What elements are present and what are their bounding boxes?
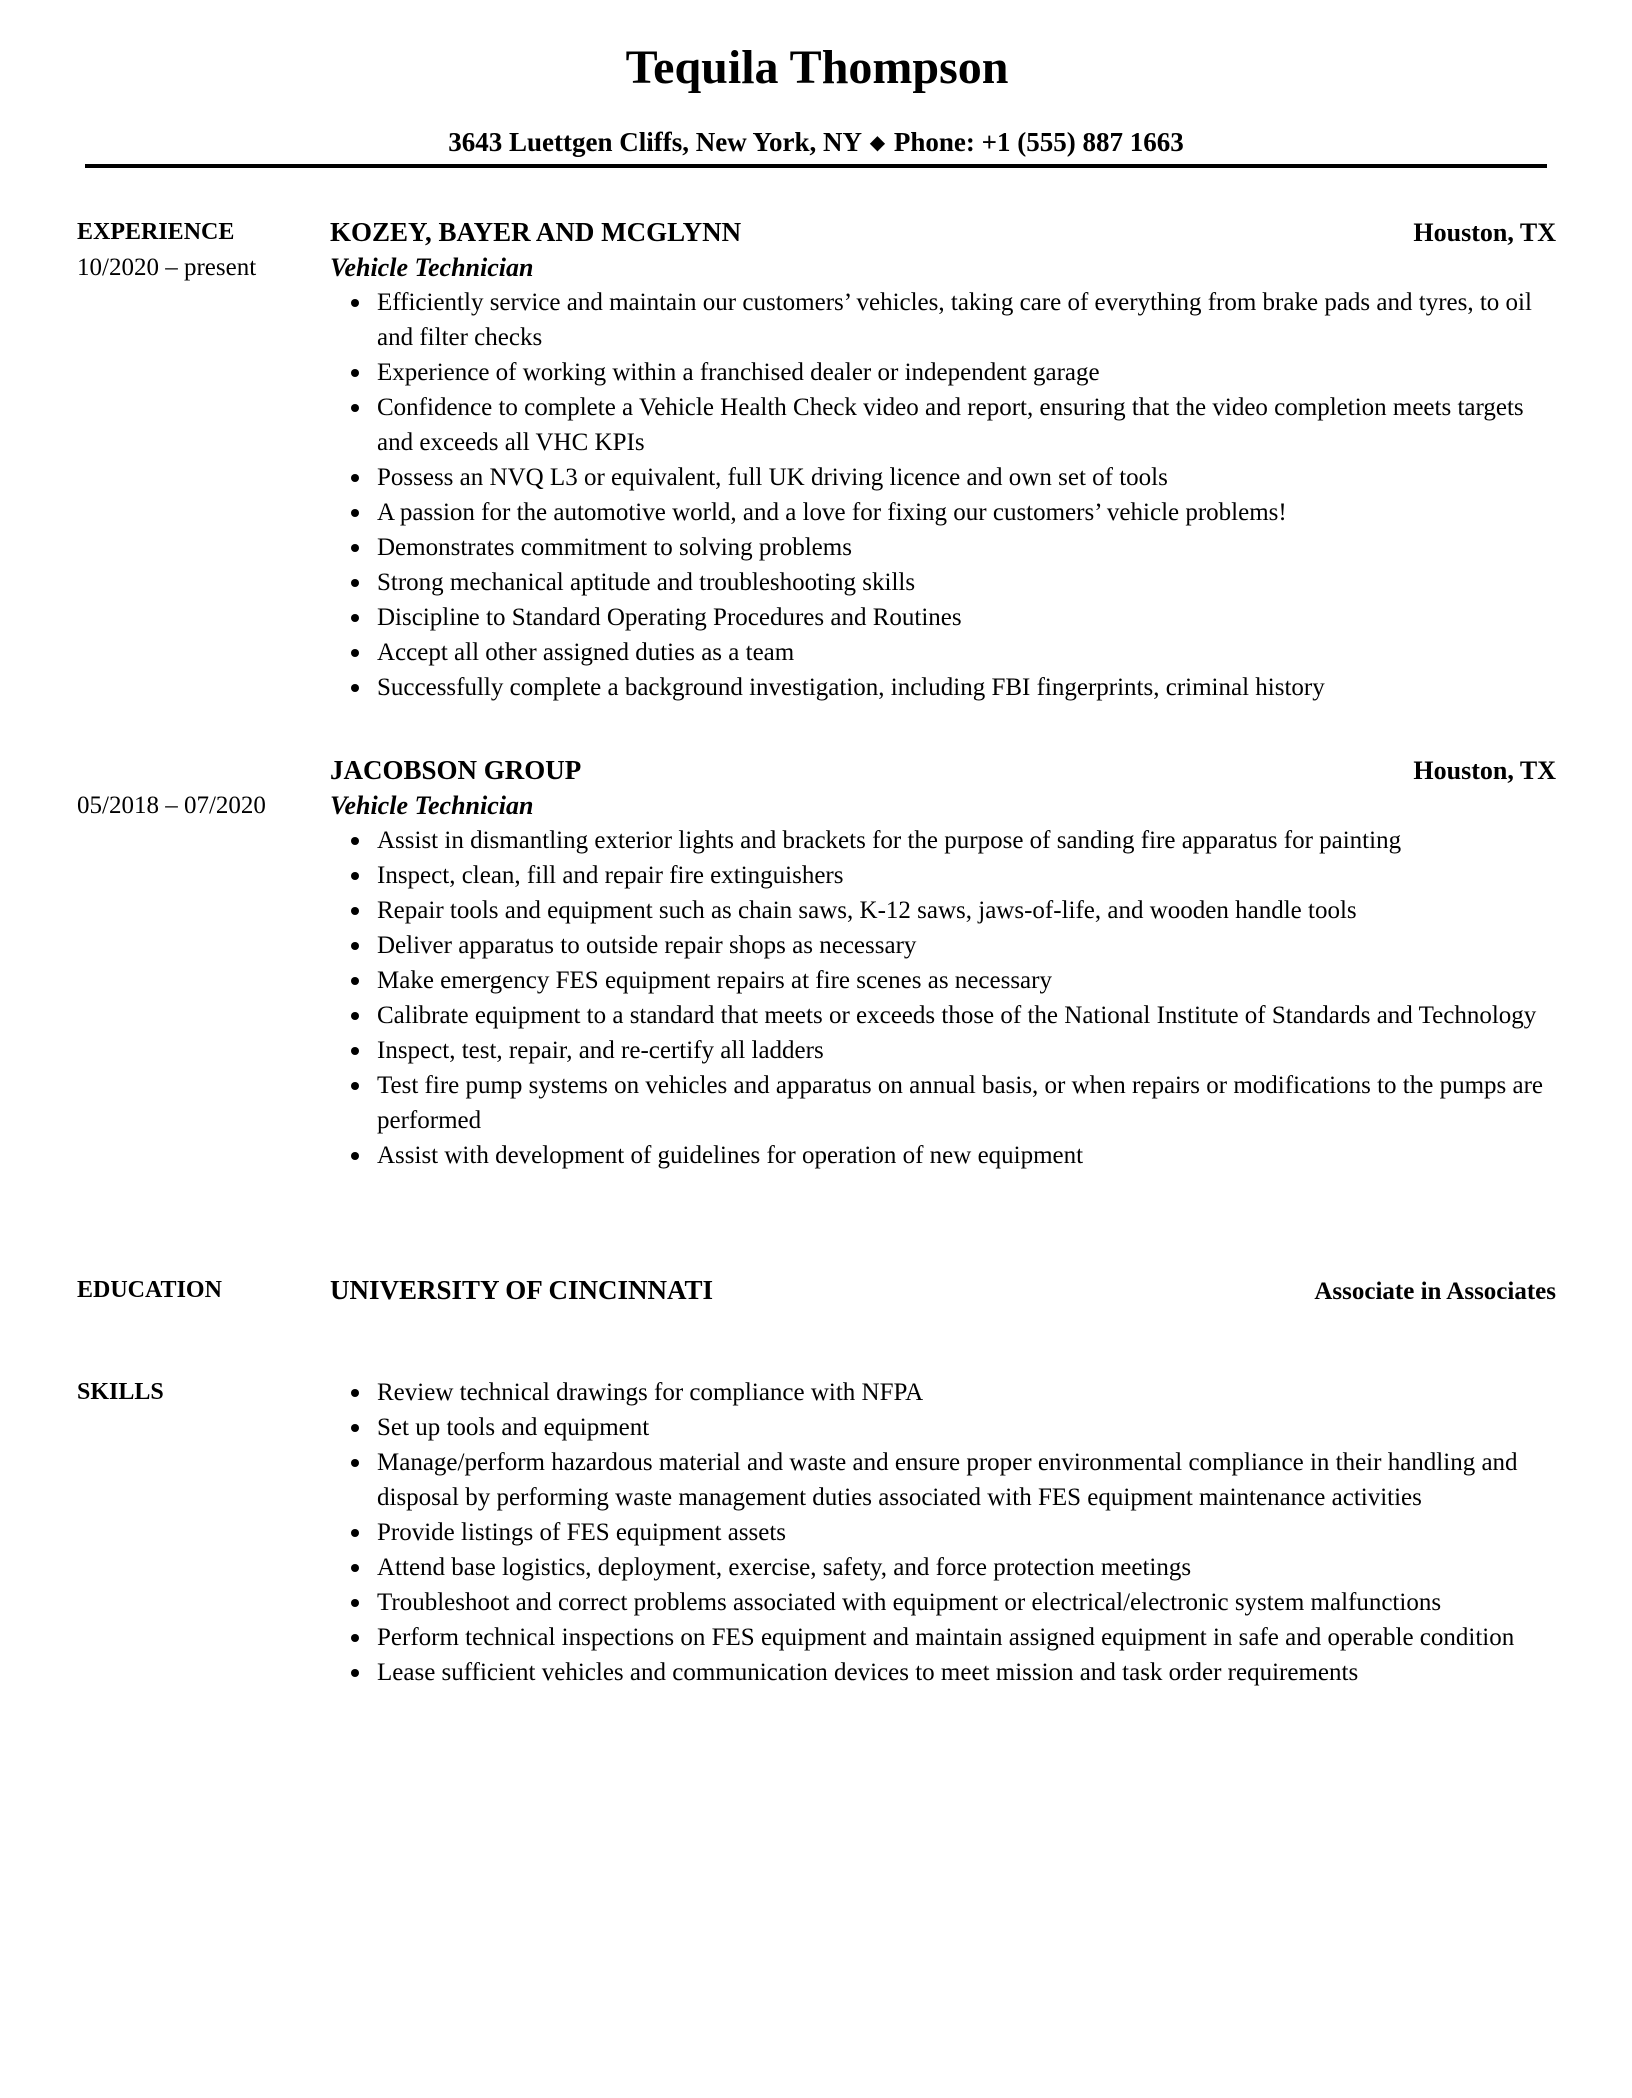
list-item: [330, 460, 1556, 495]
list-item: [330, 495, 1556, 530]
job-title: Vehicle Technician: [330, 791, 534, 820]
list-item-text: Set up tools and equipment: [377, 1414, 650, 1441]
list-item-text: Inspect, test, repair, and re-certify all ladders: [377, 1037, 824, 1064]
list-item-text: Possess an NVQ L3 or equivalent, full UK driving licence and own set of tools: [377, 464, 1168, 491]
bullet-icon: [351, 299, 359, 307]
job-dates: 10/2020 – present: [77, 254, 257, 281]
bullet-icon: [351, 614, 359, 622]
bullet-icon: [351, 474, 359, 482]
bullet-icon: [351, 1012, 359, 1020]
bullet-icon: [351, 509, 359, 517]
contact-line: [0, 124, 1632, 163]
list-item-text: Review technical drawings for compliance with NFPA: [377, 1379, 924, 1406]
list-item: [330, 893, 1556, 928]
bullet-icon: [351, 1424, 359, 1432]
list-item-text: Repair tools and equipment such as chain saws, K-12 saws, jaws-of-life, and wooden handle tools: [377, 897, 1357, 924]
list-item-text: Attend base logistics, deployment, exercise, safety, and force protection meetings: [377, 1554, 1192, 1581]
bullet-icon: [351, 1564, 359, 1572]
list-item: [330, 600, 1556, 635]
list-item: [330, 1655, 1556, 1690]
list-item-text: Calibrate equipment to a standard that meets or exceeds those of the National Institute of Standards and Technology: [377, 1002, 1537, 1029]
diamond-separator-icon: ◆: [869, 132, 886, 154]
list-item: [330, 1410, 1556, 1445]
phone: Phone: +1 (555) 887 1663: [893, 127, 1184, 157]
bullet-icon: [351, 1082, 359, 1090]
candidate-name: Tequila Thompson: [625, 41, 1009, 94]
list-item: [330, 1033, 1556, 1068]
list-item-text: Assist in dismantling exterior lights and brackets for the purpose of sanding fire apparatus for painting: [377, 827, 1402, 854]
list-item-text: Strong mechanical aptitude and troubleshooting skills: [377, 569, 916, 596]
list-item: [330, 998, 1556, 1033]
list-item: [330, 1620, 1556, 1655]
list-item: [330, 1515, 1556, 1550]
list-item: [330, 1550, 1556, 1585]
list-item: [330, 1068, 1556, 1138]
bullet-icon: [351, 1599, 359, 1607]
bullet-icon: [351, 1047, 359, 1055]
bullet-icon: [351, 369, 359, 377]
list-item-text: Successfully complete a background investigation, including FBI fingerprints, criminal history: [377, 674, 1325, 701]
list-item: [330, 928, 1556, 963]
list-item: [330, 565, 1556, 600]
list-item-text: Assist with development of guidelines for operation of new equipment: [377, 1142, 1084, 1169]
list-item-text: Test fire pump systems on vehicles and apparatus on annual basis, or when repairs or modifications to the pumps are performed: [377, 1072, 1544, 1134]
list-item-text: Demonstrates commitment to solving problems: [377, 534, 852, 561]
school-name: UNIVERSITY OF CINCINNATI: [330, 1275, 714, 1305]
bullet-icon: [351, 404, 359, 412]
bullet-icon: [351, 872, 359, 880]
list-item: [330, 823, 1556, 858]
skills-list: [330, 1375, 1556, 1690]
section-label-experience: EXPERIENCE: [77, 219, 235, 245]
list-item-text: Lease sufficient vehicles and communication devices to meet mission and task order requirements: [377, 1659, 1359, 1686]
job-location: Houston, TX: [1413, 218, 1556, 247]
list-item-text: Deliver apparatus to outside repair shops as necessary: [377, 932, 917, 959]
list-item: [330, 1375, 1556, 1410]
job-entry: [330, 215, 1556, 705]
header-divider: [85, 164, 1547, 168]
list-item-text: Experience of working within a franchised dealer or independent garage: [377, 359, 1100, 386]
list-item-text: Inspect, clean, fill and repair fire extinguishers: [377, 862, 844, 889]
list-item-text: Make emergency FES equipment repairs at fire scenes as necessary: [377, 967, 1052, 994]
bullet-icon: [351, 1459, 359, 1467]
section-label-skills: SKILLS: [77, 1379, 164, 1405]
bullet-icon: [351, 579, 359, 587]
list-item: [330, 635, 1556, 670]
section-label-education: EDUCATION: [77, 1277, 222, 1303]
list-item-text: Efficiently service and maintain our customers’ vehicles, taking care of everything from brake pads and tyres, to oil and filter checks: [377, 289, 1532, 351]
list-item: [330, 858, 1556, 893]
list-item: [330, 1138, 1556, 1173]
list-item: [330, 1445, 1556, 1515]
company-name: KOZEY, BAYER AND MCGLYNN: [330, 217, 742, 247]
job-location: Houston, TX: [1413, 756, 1556, 785]
bullet-icon: [351, 684, 359, 692]
bullet-icon: [351, 942, 359, 950]
bullet-icon: [351, 977, 359, 985]
list-item: [330, 390, 1556, 460]
bullet-icon: [351, 1634, 359, 1642]
list-item: [330, 530, 1556, 565]
list-item-text: Provide listings of FES equipment assets: [377, 1519, 787, 1546]
list-item-text: Accept all other assigned duties as a team: [377, 639, 795, 666]
list-item-text: Confidence to complete a Vehicle Health Check video and report, ensuring that the video completion meets targets and exceeds all VHC KPIs: [377, 394, 1524, 456]
list-item-text: Troubleshoot and correct problems associated with equipment or electrical/electronic system malfunctions: [377, 1589, 1442, 1616]
bullet-icon: [351, 907, 359, 915]
job-entry: [330, 753, 1556, 1173]
list-item: [330, 1585, 1556, 1620]
degree: Associate in Associates: [1314, 1278, 1556, 1305]
job-duties-list: [330, 285, 1556, 705]
list-item-text: Discipline to Standard Operating Procedures and Routines: [377, 604, 962, 631]
list-item: [330, 670, 1556, 705]
address: 3643 Luettgen Cliffs, New York, NY: [448, 127, 861, 157]
bullet-icon: [351, 544, 359, 552]
bullet-icon: [351, 837, 359, 845]
list-item: [330, 963, 1556, 998]
bullet-icon: [351, 1152, 359, 1160]
list-item-text: Manage/perform hazardous material and waste and ensure proper environmental compliance in their handling and disposal by performing waste management duties associated with FES equipment maintenance activities: [377, 1449, 1518, 1511]
bullet-icon: [351, 1529, 359, 1537]
list-item-text: Perform technical inspections on FES equipment and maintain assigned equipment in safe and operable condition: [377, 1624, 1515, 1651]
job-title: Vehicle Technician: [330, 253, 534, 282]
bullet-icon: [351, 1389, 359, 1397]
bullet-icon: [351, 1669, 359, 1677]
list-item: [330, 355, 1556, 390]
company-name: JACOBSON GROUP: [330, 755, 582, 785]
list-item: [330, 285, 1556, 355]
list-item-text: A passion for the automotive world, and a love for fixing our customers’ vehicle problems!: [377, 499, 1287, 526]
job-dates: 05/2018 – 07/2020: [77, 792, 266, 819]
job-duties-list: [330, 823, 1556, 1173]
bullet-icon: [351, 649, 359, 657]
